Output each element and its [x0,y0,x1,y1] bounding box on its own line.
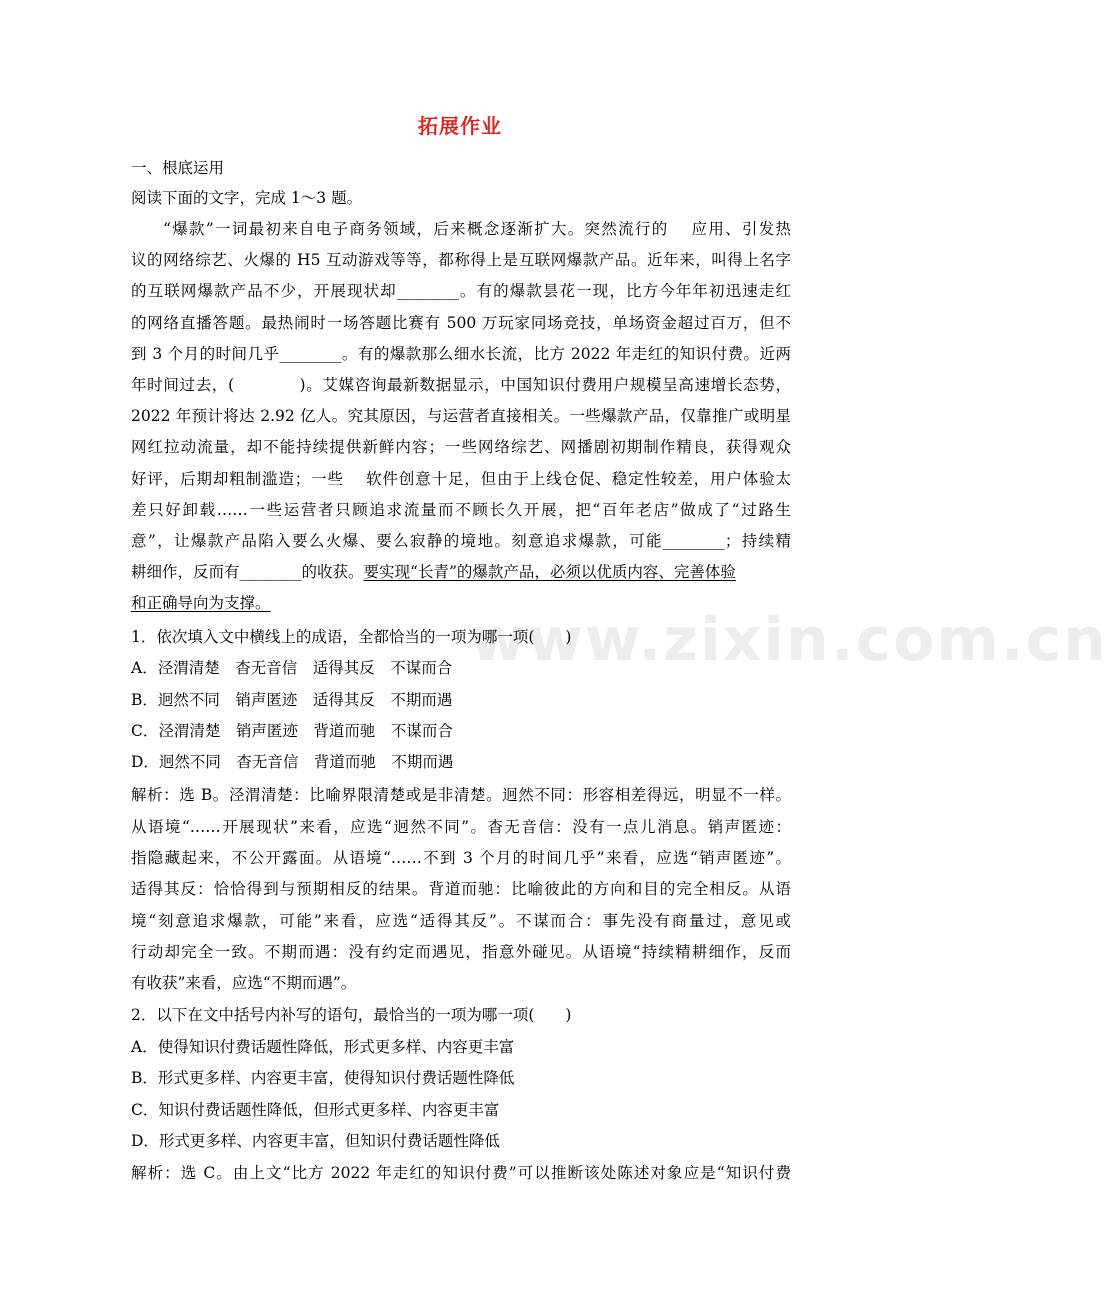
passage-line: 差只好卸载……一些运营者只顾追求流量而不顾长久开展，把“百年老店”做成了“过路生 [131,501,791,519]
analysis-line: 从语境“……开展现状”来看，应选“迥然不同”。杳无音信：没有一点儿消息。销声匿迹： [131,818,791,836]
analysis-line: 境“刻意追求爆款，可能”来看，应选“适得其反”。不谋而合：事先没有商量过，意见或 [131,912,791,930]
analysis-line: 适得其反：恰恰得到与预期相反的结果。背道而驰：比喻彼此的方向和目的完全相反。从语 [131,880,791,898]
section-heading: 一、根底运用 [131,159,225,177]
passage-line: 意”，让爆款产品陷入要么火爆、要么寂静的境地。刻意追求爆款，可能________；持续精 [131,532,791,550]
analysis-line: 解析：选 B。泾渭清楚：比喻界限清楚或是非清楚。迥然不同：形容相差得远，明显不一样。 [131,786,791,804]
passage-line: 年时间过去，( )。艾媒咨询最新数据显示，中国知识付费用户规模呈高速增长态势， [131,376,791,394]
analysis-line: 有收获”来看，应选“不期而遇”。 [131,974,357,992]
passage-line: “爆款”一词最初来自电子商务领域，后来概念逐渐扩大。突然流行的 应用、引发热 [163,220,791,238]
passage-underlined-sentence: 和正确导向为支撑。 [131,594,271,612]
passage-tail-plain: 耕细作，反而有________的收获。 [131,563,364,581]
passage-line: 2022 年预计将达 2.92 亿人。究其原因，与运营者直接相关。一些爆款产品，仅靠推广或明星 [131,407,791,425]
option-a: A．泾渭清楚 杳无音信 适得其反 不谋而合 [131,659,453,677]
option-b: B．形式更多样、内容更丰富，使得知识付费话题性降低 [131,1069,515,1087]
passage-line: 到 3 个月的时间几乎________。有的爆款那么细水长流，比方 2022 年走红的知识付费。近两 [131,345,791,363]
passage-line: 的网络直播答题。最热闹时一场答题比赛有 500 万玩家同场竞技，单场资金超过百万，但不 [131,314,791,332]
passage-line: 网红拉动流量，却不能持续提供新鲜内容；一些网络综艺、网播剧初期制作精良，获得观众 [131,438,791,456]
option-c: C．泾渭清楚 销声匿迹 背道而驰 不谋而合 [131,722,453,740]
question-stem: 1．依次填入文中横线上的成语，全都恰当的一项为哪一项( ) [131,628,572,646]
passage-line: 好评，后期却粗制滥造；一些 软件创意十足，但由于上线仓促、稳定性较差，用户体验太 [131,470,791,488]
option-a: A．使得知识付费话题性降低，形式更多样、内容更丰富 [131,1038,515,1056]
passage-underlined-sentence: 要实现“长青”的爆款产品，必须以优质内容、完善体验 [363,563,736,581]
option-d: D．形式更多样、内容更丰富，但知识付费话题性降低 [131,1132,500,1150]
analysis-line: 行动却完全一致。不期而遇：没有约定而遇见，指意外碰见。从语境“持续精耕细作，反而 [131,943,791,961]
passage-line: 议的网络综艺、火爆的 H5 互动游戏等等，都称得上是互联网爆款产品。近年来，叫得上名字 [131,251,791,269]
instruction-text: 阅读下面的文字，完成 1～3 题。 [131,189,363,207]
option-c: C．知识付费话题性降低，但形式更多样、内容更丰富 [131,1101,500,1119]
passage-line [131,562,791,584]
option-d: D．迥然不同 杳无音信 背道而驰 不期而遇 [131,753,454,771]
passage-line: 的互联网爆款产品不少，开展现状却________。有的爆款昙花一现，比方今年年初迅速走红 [131,282,791,300]
option-b: B．迥然不同 销声匿迹 适得其反 不期而遇 [131,691,453,709]
page-title: 拓展作业 [418,114,502,138]
analysis-line: 指隐藏起来，不公开露面。从语境“……不到 3 个月的时间几乎”来看，应选“销声匿迹”。 [131,849,791,867]
watermark: www.zixin.com.cn [470,605,1108,675]
question-stem: 2．以下在文中括号内补写的语句，最恰当的一项为哪一项( ) [131,1006,572,1024]
analysis-line: 解析：选 C。由上文“比方 2022 年走红的知识付费”可以推断该处陈述对象应是“知识付费 [131,1164,791,1182]
